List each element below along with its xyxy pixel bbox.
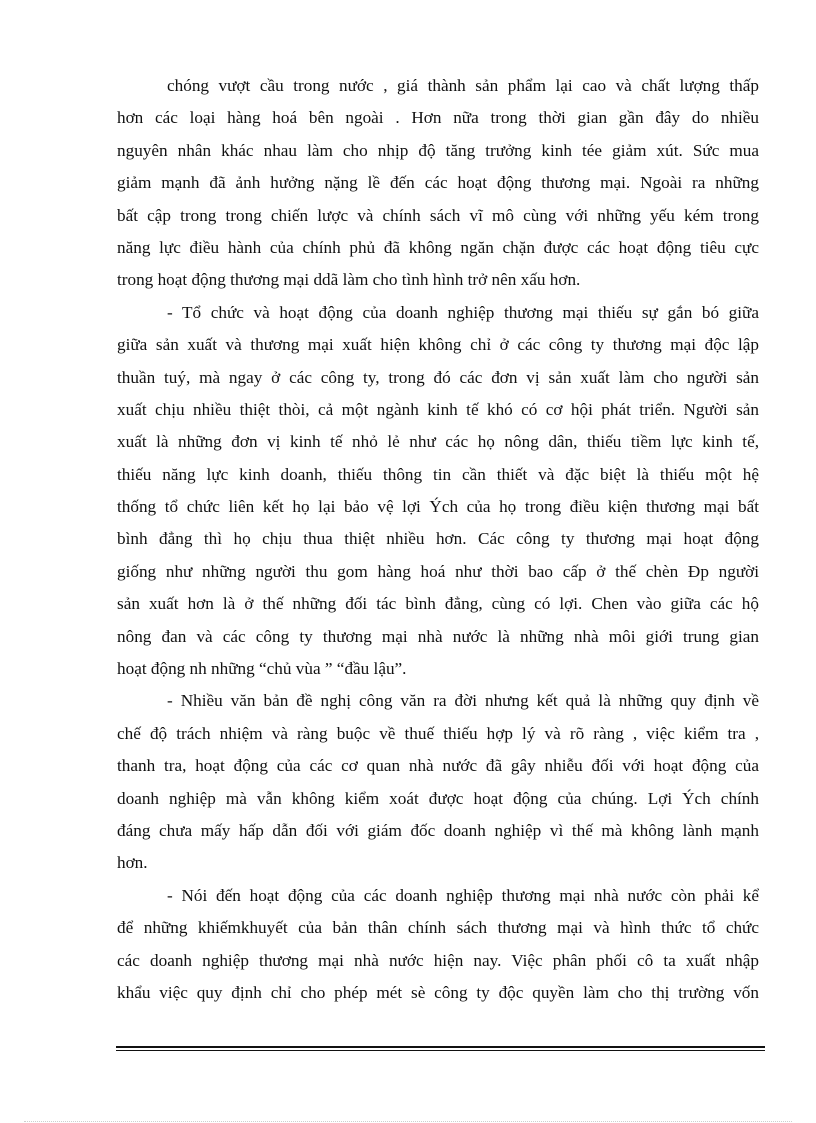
paragraph-line: chóng vượt cầu trong nước , giá thành sản phẩm lại cao và chất lượng thấp [167,76,759,95]
body-text [117,70,759,1009]
paragraph-line: xuất chịu nhiều thiệt thòi, cả một ngành kinh tế khó có cơ hội phát triển. Người sản [117,399,759,419]
paragraph-line: trong hoạt động thương mại ddã làm cho tình hình trở nên xấu hơn. [117,270,581,290]
paragraph-line: bất cập trong trong chiến lược và chính sách vĩ mô cùng với những yếu kém trong [117,205,759,225]
paragraph-line: khẩu việc quy định chỉ cho phép mét sè công ty độc quyền làm cho thị trường vốn [117,982,759,1002]
paragraph-line: thống tổ chức liên kết họ lại bảo vệ lợi Ých của họ trong điều kiện thương mại bất [117,497,759,517]
paragraph-line: chế độ trách nhiệm và ràng buộc về thuế thiếu hợp lý và rõ ràng , việc kiểm tra , [117,723,759,743]
paragraph-line: giống như những người thu gom hàng hoá như thời bao cấp ở thế chèn Ðp người [117,561,759,581]
footer-rule [116,1046,765,1048]
footer-rule-thin [116,1050,765,1051]
paragraph-line: hoạt động nh những “chủ vùa ” “đầu lậu”. [117,659,407,679]
page-boundary [24,1121,792,1122]
paragraph-line: nông đan và các công ty thương mại nhà nước là những nhà môi giới trung gian [117,626,759,646]
paragraph-line: xuất là những đơn vị kinh tế nhỏ lẻ như các họ nông dân, thiếu tiềm lực kinh tế, [117,432,759,452]
paragraph-line: năng lực điều hành của chính phủ đã không ngăn chặn được các hoạt động tiêu cực [117,237,759,257]
paragraph-line: để những khiếmkhuyết của bản thân chính sách thương mại và hình thức tổ chức [117,918,759,938]
paragraph-line: thiếu năng lực kinh doanh, thiếu thông tin cần thiết và đặc biệt là thiếu một hệ [117,464,759,484]
paragraph-line: hơn các loại hàng hoá bên ngoài . Hơn nữa trong thời gian gần đây do nhiều [117,108,759,128]
paragraph-line: giảm mạnh đã ảnh hưởng nặng lề đến các hoạt động thương mại. Ngoài ra những [117,173,759,193]
paragraph-line: giữa sản xuất và thương mại xuất hiện không chỉ ở các công ty thương mại độc lập [117,335,759,355]
paragraph-line: hơn. [117,853,148,873]
paragraph-line: thuần tuý, mà ngay ở các công ty, trong đó các đơn vị sản xuất làm cho người sản [117,367,759,387]
paragraph-line: doanh nghiệp mà vẫn không kiểm xoát được hoạt động của chúng. Lợi Ých chính [117,788,759,808]
paragraph-line: sản xuất hơn là ở thế những đối tác bình đẳng, cùng có lợi. Chen vào giữa các hộ [117,594,759,614]
paragraph-line: nguyên nhân khác nhau làm cho nhịp độ tăng trưởng kinh tée giảm xút. Sức mua [117,140,759,160]
paragraph-line: bình đẳng thì họ chịu thua thiệt nhiều hơn. Các công ty thương mại hoạt động [117,529,759,549]
paragraph-line: các doanh nghiệp thương mại nhà nước hiện nay. Việc phân phối cô ta xuất nhập [117,950,759,970]
paragraph-line: - Nói đến hoạt động của các doanh nghiệp thương mại nhà nước còn phải kể [167,885,759,905]
paragraph-line: - Nhiều văn bản đề nghị công văn ra đời nhưng kết quả là những quy định về [167,691,759,711]
paragraph-line: đáng chưa mấy hấp dẫn đối với giám đốc doanh nghiệp vì thế mà không lành mạnh [117,820,759,840]
paragraph-line: - Tổ chức và hoạt động của doanh nghiệp thương mại thiếu sự gắn bó giữa [167,302,759,322]
paragraph-line: thanh tra, hoạt động của các cơ quan nhà nước đã gây nhiễu đối với hoạt động của [117,756,759,776]
